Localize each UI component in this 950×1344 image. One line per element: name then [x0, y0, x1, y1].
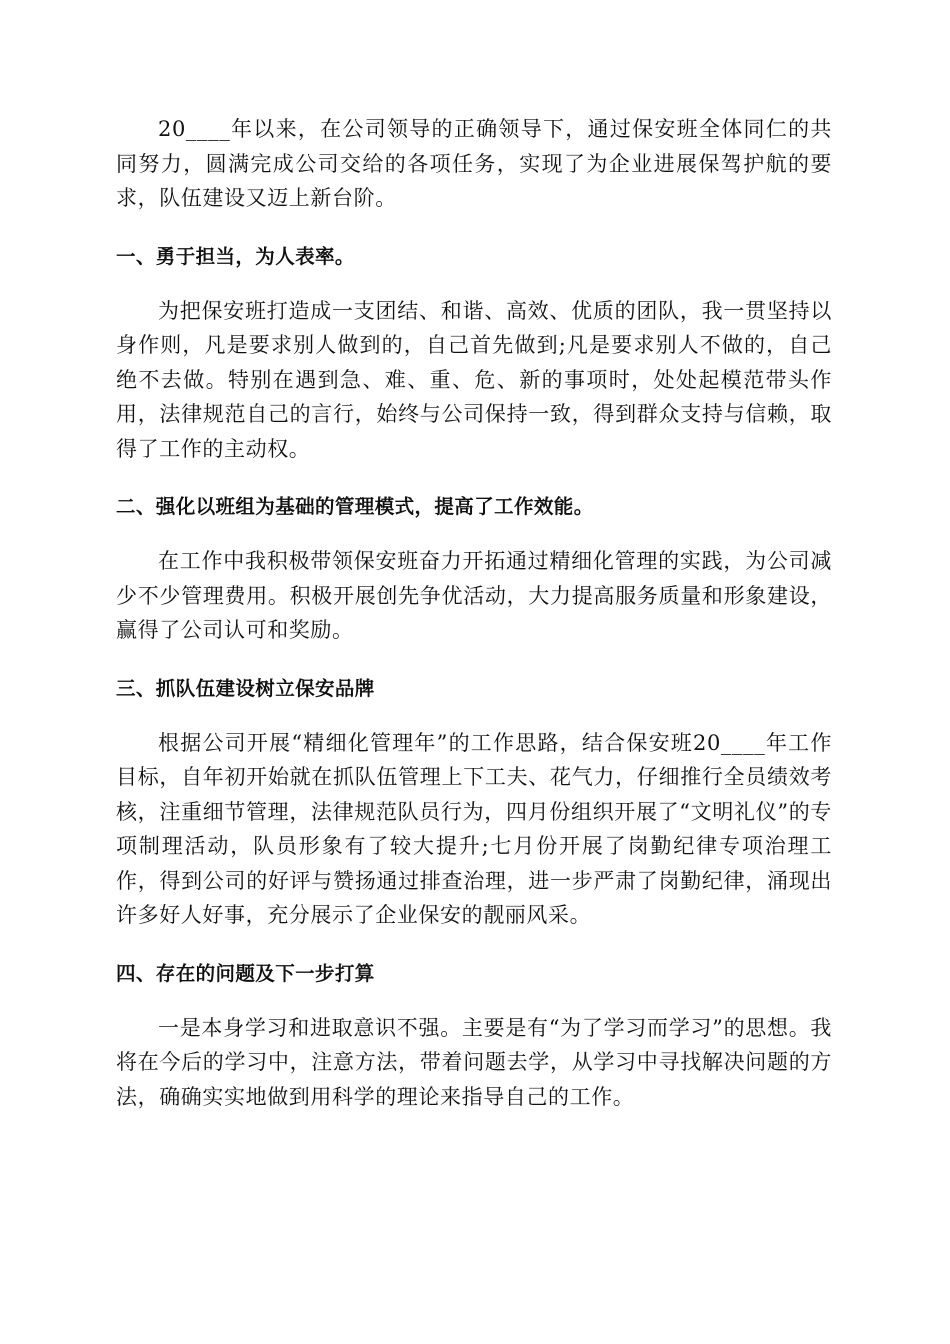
spacer — [116, 466, 832, 490]
section-heading-4: 四、存在的问题及下一步打算 — [116, 961, 375, 985]
intro-paragraph: 20____年以来，在公司领导的正确领导下，通过保安班全体同仁的共同努力，圆满完成公司交给的各项任务，实现了为企业进展保驾护航的要求，队伍建设又迈上新台阶。 — [116, 117, 832, 210]
section-body-1: 为把保安班打造成一支团结、和谐、高效、优质的团队，我一贯坚持以身作则，凡是要求别人做到的，自己首先做到;凡是要求别人不做的，自己绝不去做。特别在遇到急、难、重、危、新的事项时，处处起模范带头作用，法律规范自己的言行，始终与公司保持一致，得到群众支持与信赖，取得了工作的主动权。 — [116, 298, 832, 461]
section-body-4: 一是本身学习和进取意识不强。主要是有“为了学习而学习”的思想。我将在今后的学习中，注意方法，带着问题去学，从学习中寻找解决问题的方法，确确实实地做到用科学的理论来指导自己的工作。 — [116, 1015, 832, 1109]
spacer — [116, 216, 832, 240]
spacer — [116, 524, 832, 544]
section-heading-1: 一、勇于担当，为人表率。 — [116, 244, 355, 268]
spacer — [116, 991, 832, 1011]
spacer — [116, 274, 832, 294]
section-body-2: 在工作中我积极带领保安班奋力开拓通过精细化管理的实践，为公司减少不少管理费用。积极开展创先争优活动，大力提高服务质量和形象建设，赢得了公司认可和奖励。 — [116, 549, 832, 642]
section-heading-2: 二、强化以班组为基础的管理模式，提高了工作效能。 — [116, 495, 594, 518]
document-page — [116, 112, 832, 1114]
spacer — [116, 706, 832, 726]
section-body-3: 根据公司开展“精细化管理年”的工作思路，结合保安班20____年工作目标，自年初开始就在抓队伍管理上下工夫、花气力，仔细推行全员绩效考核，注重细节管理，法律规范队员行为，四月份组织开展了“文明礼仪”的专项制理活动，队员形象有了较大提升;七月份开展了岗勤纪律专项治理工作，得到公司的好评与赞扬通过排查治理，进一步严肃了岗勤纪律，涌现出许多好人好事，充分展示了企业保安的靓丽风采。 — [116, 730, 832, 927]
section-heading-3: 三、抓队伍建设树立保安品牌 — [116, 676, 375, 700]
spacer — [116, 648, 832, 672]
spacer — [116, 933, 832, 957]
